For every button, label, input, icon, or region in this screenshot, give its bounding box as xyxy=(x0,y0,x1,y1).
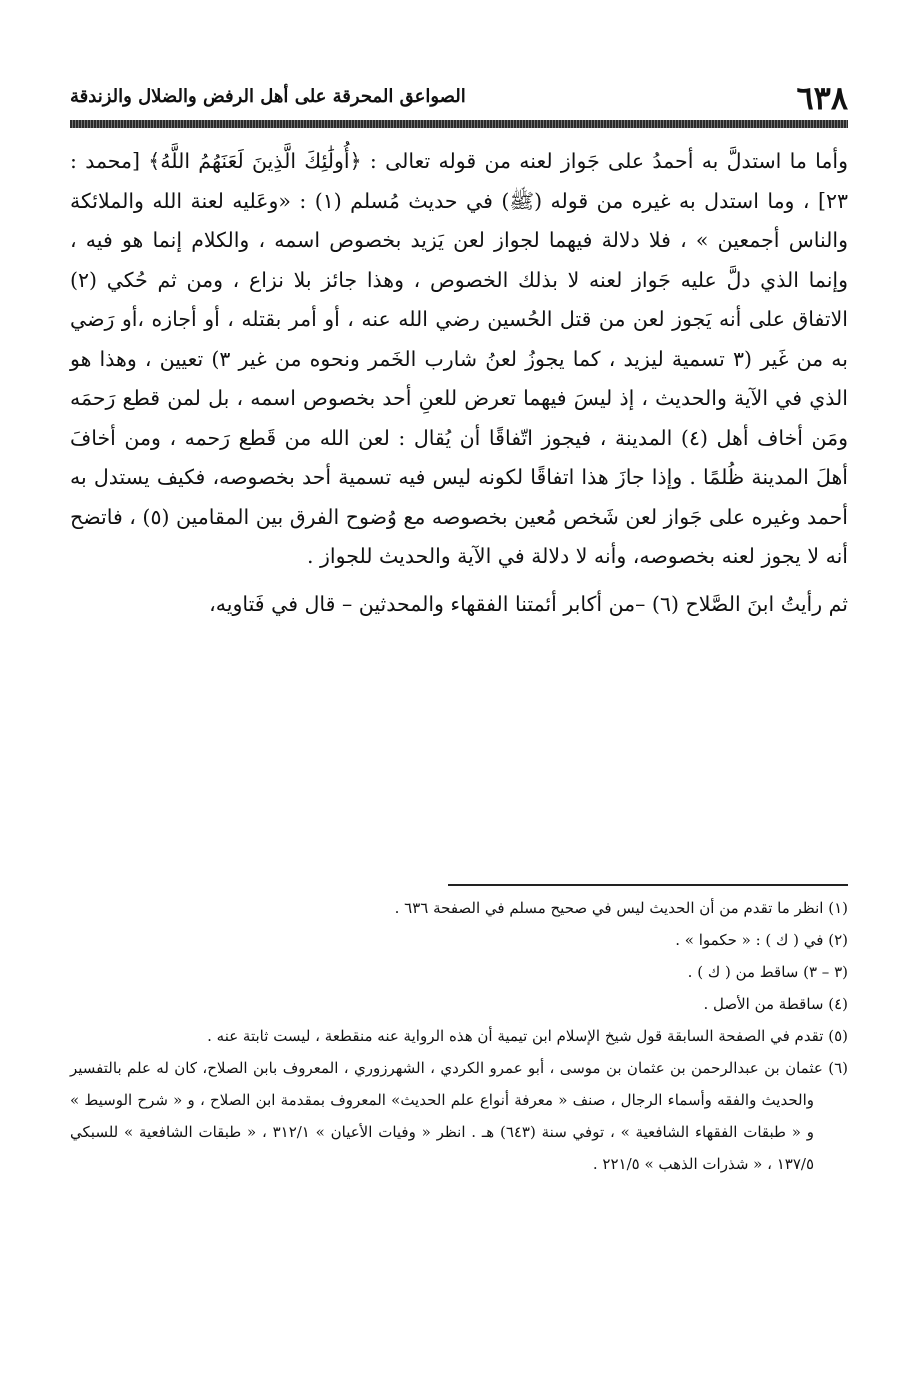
main-text xyxy=(70,142,848,624)
body-paragraph: ثم رأيتُ ابنَ الصَّلاح (٦) –من أكابر أئمتنا الفقهاء والمحدثين – قال في فَتاويه، xyxy=(209,591,848,616)
footnote-rule xyxy=(448,884,848,886)
body-paragraph: وأما ما استدلَّ به أحمدُ على جَواز لعنه من قوله تعالى : ﴿أُولَٰئِكَ الَّذِينَ لَعَنَهُمُ اللَّهُ﴾ [محمد : ٢٣] ، وما استدل به غيره من قوله (ﷺ) في حديث مُسلم (١) : «وعَليه لعنة الله والملائكة والناس أجمعين » ، فلا دلالة فيهما لجواز لعن يَزيد بخصوص اسمه ، والكلام إنما هو فيه ، وإنما الذي دلَّ عليه جَواز لعنه لا بذلك الخصوص ، وهذا جائز بلا نزاع ، ومن ثم حُكي (٢) الاتفاق على أنه يَجوز لعن من قتل الحُسين رضي الله عنه ، أو أمر بقتله ، أو أجازه ،أو رَضي به من غَير (٣ تسمية ليزيد ، كما يجوزُ لعنُ شارب الخَمر ونحوه من غير ٣) تعيين ، وهذا هو الذي في الآية والحديث ، إذ ليسَ فيهما تعرض للعنِ أحد بخصوص اسمه ، بل لمن قطع رَحمَه ومَن أخاف أهل (٤) المدينة ، فيجوز اتّفاقًا أن يُقال : لعن الله من قَطع رَحمه ، ومن أخافَ أهلَ المدينة ظُلمًا . وإذا جازَ هذا اتفاقًا لكونه ليس فيه تسمية أحد بخصوصه، فكيف يستدل به أحمد وغيره على جَواز لعن شَخص مُعين بخصوصه مع وُضوح الفرق بين المقامين (٥) ، فاتضح أنه لا يجوز لعنه بخصوصه، وأنه لا دلالة في الآية والحديث للجواز . xyxy=(70,149,849,568)
footnote: (٤) ساقطة من الأصل . xyxy=(703,995,848,1013)
footnote: (٦) عثمان بن عبدالرحمن بن عثمان بن موسى ، أبو عمرو الكردي ، الشهرزوري ، المعروف بابن الصلاح، كان له علم بالتفسير والحديث والفقه وأسماء الرجال ، صنف « معرفة أنواع علم الحديث» المعروف بمقدمة ابن الصلاح ، و « شرح الوسيط » و « طبقات الفقهاء الشافعية » ، توفي سنة (٦٤٣) هـ . انظر « وفيات الأعيان » ٣١٢/١ ، « طبقات الشافعية » للسبكي ١٣٧/٥ ، « شذرات الذهب » ٢٢١/٥ . xyxy=(70,1059,848,1173)
footnote: (١) انظر ما تقدم من أن الحديث ليس في صحيح مسلم في الصفحة ٦٣٦ . xyxy=(394,899,848,917)
footnote: (٥) تقدم في الصفحة السابقة قول شيخ الإسلام ابن تيمية أن هذه الرواية عنه منقطعة ، ليست ثابتة عنه . xyxy=(207,1027,848,1045)
footnote: (٢) في ( ك ) : « حكموا » . xyxy=(675,931,848,949)
page-number: ٦٣٨ xyxy=(796,79,848,117)
page-header xyxy=(70,76,848,120)
footnotes xyxy=(70,892,848,1180)
running-title: الصواعق المحرقة على أهل الرفض والضلال والزندقة xyxy=(70,86,466,107)
header-rule xyxy=(70,120,848,128)
footnote: (٣ – ٣) ساقط من ( ك ) . xyxy=(687,963,848,981)
